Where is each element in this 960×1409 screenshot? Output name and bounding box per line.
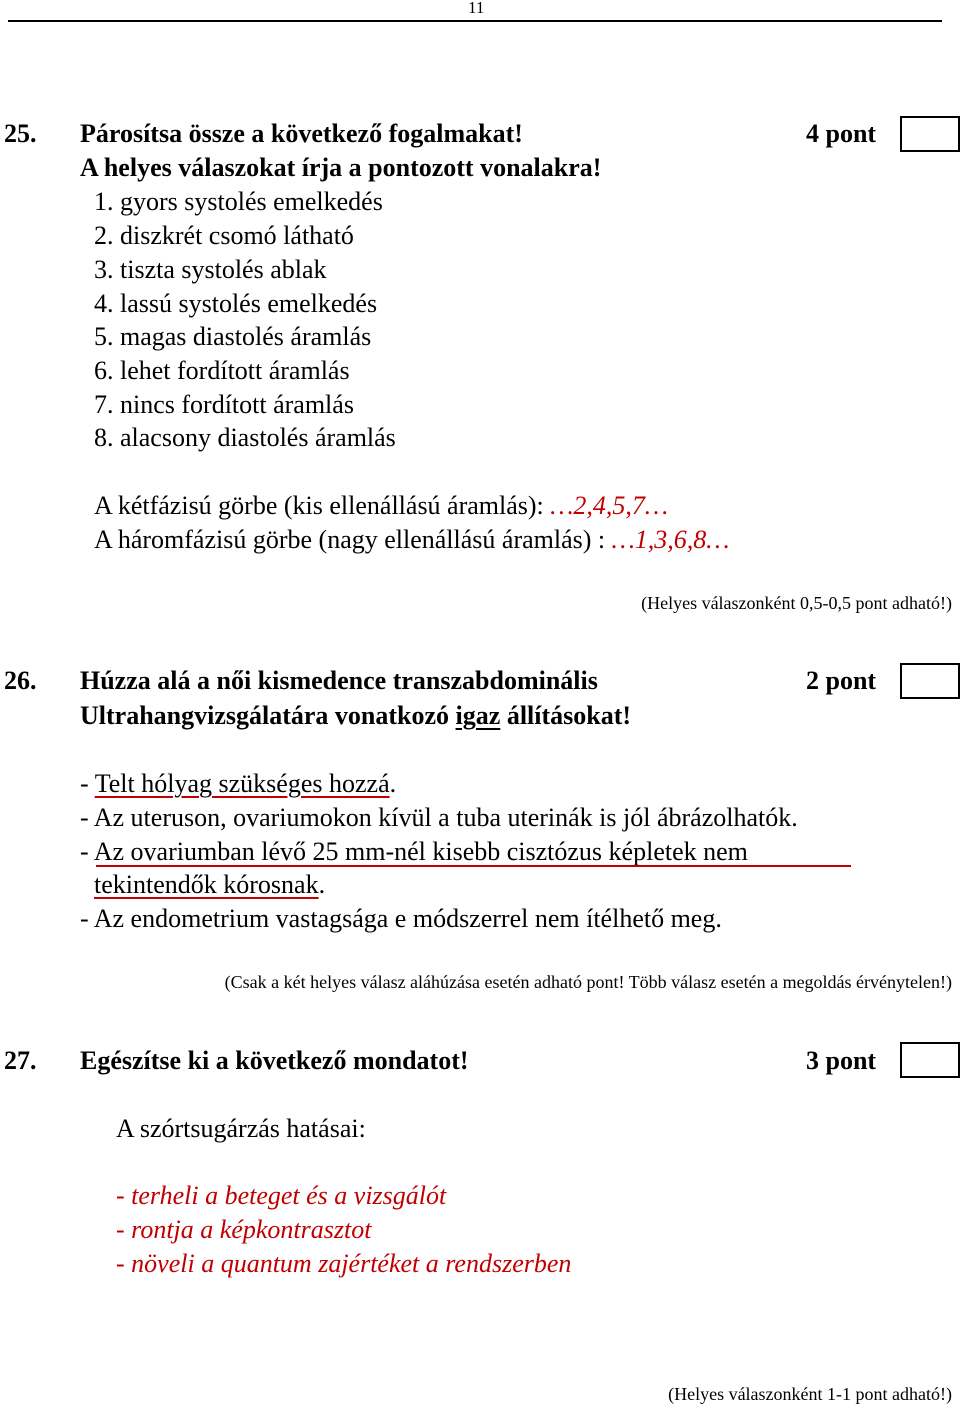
answer-item: - rontja a képkontrasztot (116, 1215, 372, 1244)
answer-label: A kétfázisú görbe (kis ellenállású áramlás): (94, 491, 544, 520)
list-item: 7. nincs fordított áramlás (94, 390, 354, 419)
answer-label: A háromfázisú görbe (nagy ellenállású áramlás) : (94, 525, 606, 554)
answer-item: - növeli a quantum zajértéket a rendszerben (116, 1249, 572, 1278)
q27-score-box (900, 1042, 960, 1078)
q27-scoring-note: (Helyes válaszonként 1-1 pont adható!) (668, 1384, 952, 1404)
answer-dots: … (611, 525, 635, 554)
q25-points: 4 pont (806, 119, 877, 148)
q26-title-line2: Ultrahangvizsgálatára vonatkozó igaz állításokat! (80, 701, 632, 730)
list-item: 4. lassú systolés emelkedés (94, 289, 378, 318)
q25-scoring-note: (Helyes válaszonként 0,5-0,5 pont adható!) (641, 593, 952, 613)
q26-points: 2 pont (806, 666, 877, 695)
list-item: 6. lehet fordított áramlás (94, 356, 350, 385)
answer-dots: … (706, 525, 730, 554)
q25-answer-biphasic (94, 491, 668, 521)
q27-title: Egészítse ki a következő mondatot! (80, 1046, 469, 1075)
q25-title-line1: Párosítsa össze a következő fogalmakat! (80, 119, 523, 148)
answer-dots: … (550, 491, 574, 520)
statement-item-continuation: tekintendők kórosnak. (94, 870, 326, 899)
q25-number: 25. (4, 119, 37, 148)
statement-item: - Az uteruson, ovariumokon kívül a tuba uterinák is jól ábrázolhatók. (80, 803, 798, 832)
statement-item: - Telt hólyag szükséges hozzá. (80, 769, 397, 798)
q26-score-box (900, 663, 960, 699)
q26-title-line1: Húzza alá a női kismedence transzabdominális (80, 666, 598, 695)
q27-prompt: A szórtsugárzás hatásai: (116, 1114, 366, 1143)
list-item: 5. magas diastolés áramlás (94, 322, 372, 351)
answer-underline (96, 865, 851, 867)
q25-title-line2: A helyes válaszokat írja a pontozott vonalakra! (80, 153, 602, 182)
q26-number: 26. (4, 666, 37, 695)
list-item: 2. diszkrét csomó látható (94, 221, 354, 250)
answer-dots: … (644, 491, 669, 520)
q27-number: 27. (4, 1046, 37, 1075)
page-number: 11 (468, 0, 485, 17)
answer-value: 2,4,5,7 (573, 491, 645, 520)
q27-points: 3 pont (806, 1046, 877, 1075)
q25-answer-triphasic (94, 525, 729, 555)
answer-value: 1,3,6,8 (634, 525, 707, 554)
header-rule (8, 20, 942, 22)
statement-item: - Az endometrium vastagsága e módszerrel nem ítélhető meg. (80, 904, 722, 933)
list-item: 3. tiszta systolés ablak (94, 255, 327, 284)
statement-item: - Az ovariumban lévő 25 mm-nél kisebb cisztózus képletek nem (80, 837, 748, 866)
list-item: 1. gyors systolés emelkedés (94, 187, 383, 216)
list-item: 8. alacsony diastolés áramlás (94, 423, 396, 452)
answer-item: - terheli a beteget és a vizsgálót (116, 1181, 447, 1210)
q25-score-box (900, 116, 960, 152)
q26-scoring-note: (Csak a két helyes válasz aláhúzása esetén adható pont! Több válasz esetén a megoldás érvénytelen!) (224, 972, 952, 992)
